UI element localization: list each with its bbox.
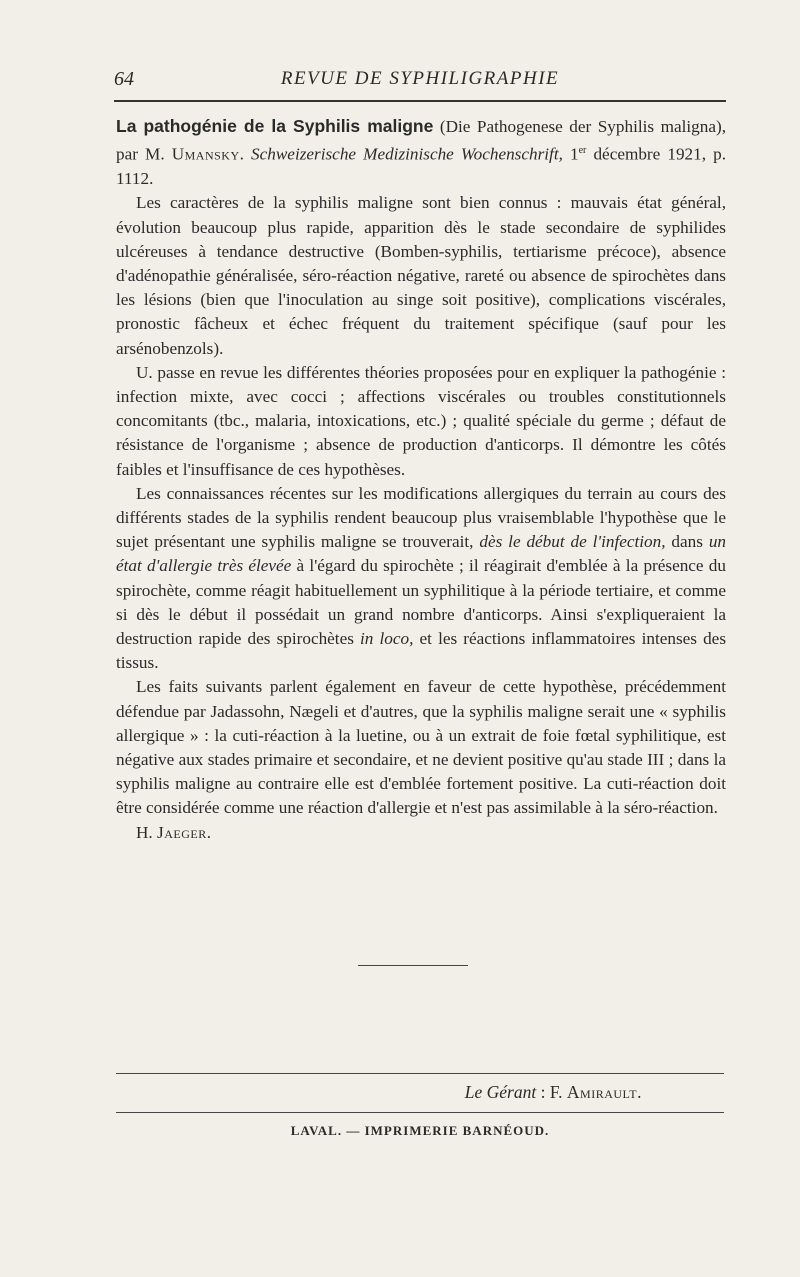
end-rule	[358, 965, 468, 966]
gerant-label: Le Gérant	[464, 1082, 537, 1102]
signature	[116, 821, 726, 845]
paragraph-3-text-c: à l'égard du spirochète ; il réagirait d'emblée à la présence du spirochète, comme réagit habituellement un syphilitique à la période tertiaire, et comme si dès le début il possédait un grand nombre d'anticorps. Ainsi s'expliqueraient la destruction rapide des spirochètes	[116, 556, 726, 648]
paragraph-3-text-d: et les réactions inflammatoires intenses des tissus.	[116, 629, 727, 673]
printer-imprint: LAVAL. — IMPRIMERIE BARNÉOUD.	[290, 1123, 550, 1138]
paragraph-3-text-a: Les connaissances récentes sur les modifications allergiques du terrain au cours des différents stades de la syphilis rendent beaucoup plus vraisemblable l'hypothèse que le sujet présentant une syphilis maligne se trouverait,	[116, 483, 726, 552]
gerant-line	[116, 1082, 642, 1103]
journal-title: REVUE DE SYPHILIGRAPHIE	[280, 68, 560, 89]
paragraph-3-text-b: dans	[665, 532, 709, 552]
article-title: La pathogénie de la Syphilis maligne	[116, 116, 434, 136]
citation-date-sup: er	[578, 145, 587, 157]
paragraph-3-italic-1: dès le début de l'infection,	[479, 532, 666, 552]
footer-rule-top	[116, 1073, 724, 1074]
citation-author: Umansky	[171, 144, 240, 164]
running-head	[114, 68, 726, 92]
article-review	[116, 114, 726, 845]
article-citation	[116, 114, 726, 191]
paragraph-4: Les faits suivants parlent également en faveur de cette hypothèse, précédemment défendue par Jadassohn, Nægeli et d'autres, que la syphilis maligne serait une « syphilis allergique » : la cuti-réaction à la luetine, ou à un extrait de foie fœtal syphilitique, est négative aux stades primaire et secondaire, et ne devient positive qu'au stade III ; dans la syphilis maligne au contraire elle est d'emblée fortement positive. La cuti-réaction doit être considérée comme une réaction d'allergie et n'est pas assimilable à la séro-réaction.	[116, 677, 726, 818]
signature-initial: H.	[136, 822, 158, 842]
citation-separator: .	[239, 144, 252, 164]
gerant-name: Amirault.	[566, 1082, 642, 1102]
signature-name: Jaeger.	[157, 822, 212, 842]
gerant-separator: : F.	[536, 1082, 567, 1102]
citation-date-prefix: 1	[562, 144, 579, 164]
footer-rule-bottom	[116, 1112, 724, 1113]
citation-journal: Schweizerische Medizinische Wochenschrift,	[251, 144, 563, 164]
paragraph-3-italic-2: un état d'allergie très élevée	[116, 532, 726, 576]
header-rule	[114, 100, 726, 102]
citation-original-title: (Die Pathogenese der Syphilis maligna), par M.	[116, 117, 726, 164]
paragraph-3	[116, 482, 726, 676]
paragraph-2: U. passe en revue les différentes théories proposées pour en expliquer la pathogénie : infection mixte, avec cocci ; affections viscérales ou troubles constitutionnels concomitants (tbc., malaria, intoxications, etc.) ; qualité spéciale du germe ; défaut de résistance de l'organisme ; absence de production d'anticorps. Il démontre les côtés faibles et l'insuffisance de ces hypothèses.	[116, 362, 726, 479]
page-number: 64	[114, 68, 134, 90]
paragraph-3-italic-3: in loco,	[360, 629, 414, 648]
paragraph-1: Les caractères de la syphilis maligne sont bien connus : mauvais état général, évolution beaucoup plus rapide, apparition dès le stade secondaire de syphilides ulcéreuses à tendance destructive (Bomben-syphilis, tertiarisme précoce), absence d'adénopathie généralisée, séro-réaction négative, rareté ou absence de spirochètes dans les lésions (bien que l'inoculation au singe soit positive), complications viscérales, pronostic fâcheux et échec fréquent du traitement spécifique (sauf pour les arsénobenzols).	[116, 193, 726, 358]
citation-date: décembre 1921, p. 1112.	[116, 144, 727, 189]
